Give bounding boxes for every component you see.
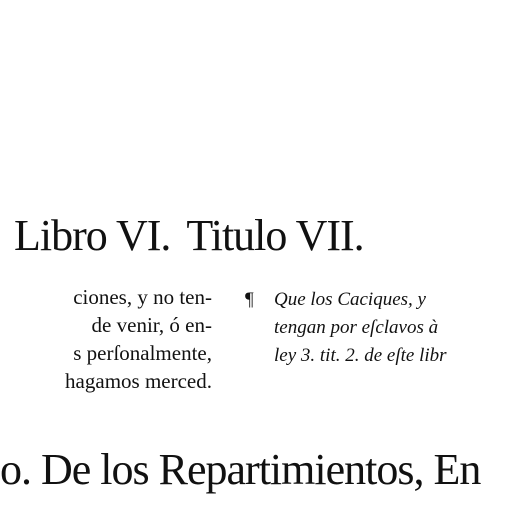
left-line-4: hagamos merced. xyxy=(65,369,212,393)
running-head-title: Titulo VII. xyxy=(186,211,364,260)
pilcrow-icon: ¶ xyxy=(244,289,254,310)
section-heading-prefix: o. xyxy=(0,445,31,494)
running-head xyxy=(14,210,504,262)
right-line-1 xyxy=(244,286,512,314)
right-line-3: ley 3. tit. 2. de eſte libr xyxy=(274,345,447,366)
page-margin-blank xyxy=(0,0,512,210)
right-line-2: tengan por eſclavos à xyxy=(274,317,439,338)
left-column-text xyxy=(0,283,212,395)
running-head-book: Libro VI. xyxy=(14,211,171,260)
section-heading xyxy=(0,440,512,500)
right-column-text xyxy=(244,286,512,370)
left-line-3: s perſonalmente, xyxy=(73,341,212,365)
left-line-1: ciones, y no ten- xyxy=(73,285,212,309)
section-heading-text: De los Repartimientos, En xyxy=(41,445,481,494)
left-line-2: de venir, ó en- xyxy=(91,313,212,337)
right-line-1-text: Que los Caciques, y xyxy=(274,289,426,310)
